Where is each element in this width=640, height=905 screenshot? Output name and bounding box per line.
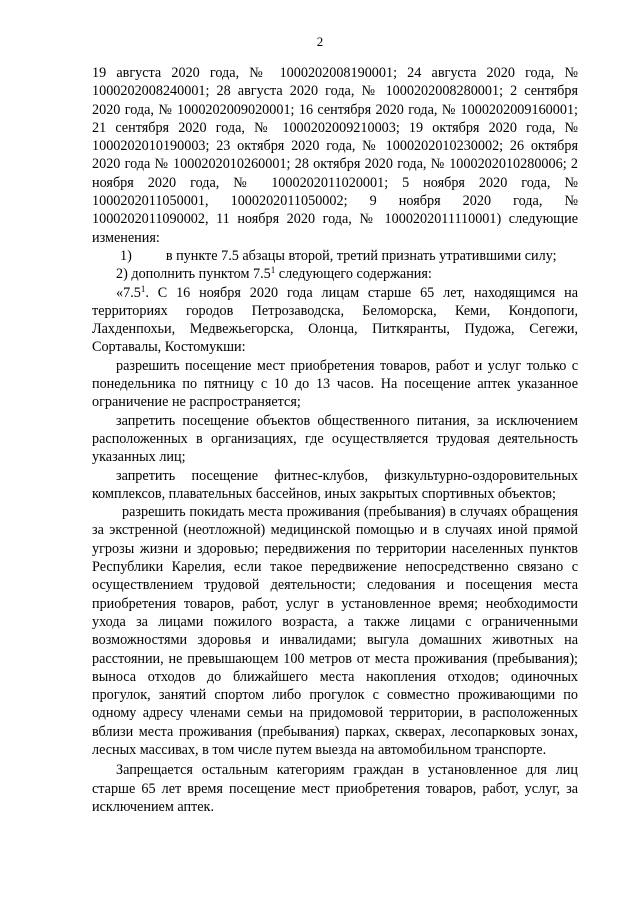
quoted-point-number: «7.5 — [116, 284, 141, 301]
item-2-text-before: 2) дополнить пунктом 7.5 — [116, 266, 271, 283]
item-1-paragraph — [92, 247, 578, 265]
dates-list-paragraph: 19 августа 2020 года, № 1000202008190001; 24 августа 2020 года, № 1000202008240001; 28 августа 2020 года, № 1000202008280001; 2 сентября 2020 года, № 1000202009020001; 16 сентября 2020 года, № 1000202009160001; 21 сентября 2020 года, № 1000202009210003; 19 октября 2020 года, № 1000202010190003; 23 октября 2020 года, № 1000202010230002; 26 октября 2020 года № 1000202010260001; 28 октября 2020 года, № 1000202010280006; 2 ноября 2020 года, № 1000202011020001; 5 ноября 2020 года, № 1000202011050001, 1000202011050002; 9 ноября 2020 года, № 1000202011090002, 11 ноября 2020 года, № 1000202011110001) следующие изменения: — [92, 65, 578, 246]
item-2-superscript: 1 — [270, 265, 276, 276]
item-1-text: в пункте 7.5 абзацы второй, третий признать утратившими силу; — [165, 247, 557, 264]
item-2-text-after: следующего содержания: — [275, 266, 432, 283]
quoted-point-paragraph — [92, 284, 578, 357]
quoted-point-text: . С 16 ноября 2020 года лицам старше 65 лет, находящимся на территориях городов Петрозаводска, Беломорска, Кеми, Кондопоги, Лахденпохьи, Медвежьегорска, Олонца, Питкяранты, Пудожа, Сегежи, Сортавалы, Костомукши: — [92, 284, 578, 356]
permit-leave-paragraph: разрешить покидать места проживания (пребывания) в случаях обращения за экстренной (неотложной) медицинской помощью и в случаях иной прямой угрозы жизни и здоровью; передвижения по территории населенных пунктов Республики Карелия, если такое передвижение непосредственно связано с осуществлением трудовой деятельности; следования и посещения места приобретения товаров, работ, услуг в установленное время; необходимости ухода за лицами пожилого возраста, а также лицами с ограниченными возможностями здоровья и инвалидами; выгула домашних животных на расстоянии, не превышающем 100 метров от места проживания (пребывания); выноса отходов до ближайшего места накопления отходов; одиночных прогулок, занятий спортом либо прогулок с совместно проживающими по одному адресу членами семьи на придомовой территории, в расположенных вблизи места проживания (пребывания) парках, скверах, лесопарковых зонах, лесных массивах, в том числе путем выезда на автомобильном транспорте. — [92, 504, 578, 758]
permit-shopping-paragraph: разрешить посещение мест приобретения товаров, работ и услуг только с понедельника по пятницу с 10 до 13 часов. На посещение аптек указанное ограничение не распространяется; — [92, 357, 578, 411]
closing-paragraph: Запрещается остальным категориям граждан в установленное для лиц старше 65 лет время посещение мест приобретения товаров, работ, услуг, за исключением аптек. — [92, 762, 578, 815]
item-2-paragraph — [92, 265, 578, 283]
ban-fitness-paragraph: запретить посещение фитнес-клубов, физкультурно-оздоровительных комплексов, плавательных бассейнов, иных закрытых спортивных объектов; — [92, 467, 578, 502]
item-1-number: 1) — [120, 247, 132, 264]
ban-catering-paragraph: запретить посещение объектов общественного питания, за исключением расположенных в организациях, где осуществляется трудовая деятельность указанных лиц; — [92, 412, 578, 466]
page-number: 2 — [316, 34, 324, 49]
quoted-point-superscript: 1 — [140, 283, 146, 294]
document-body — [92, 64, 578, 816]
